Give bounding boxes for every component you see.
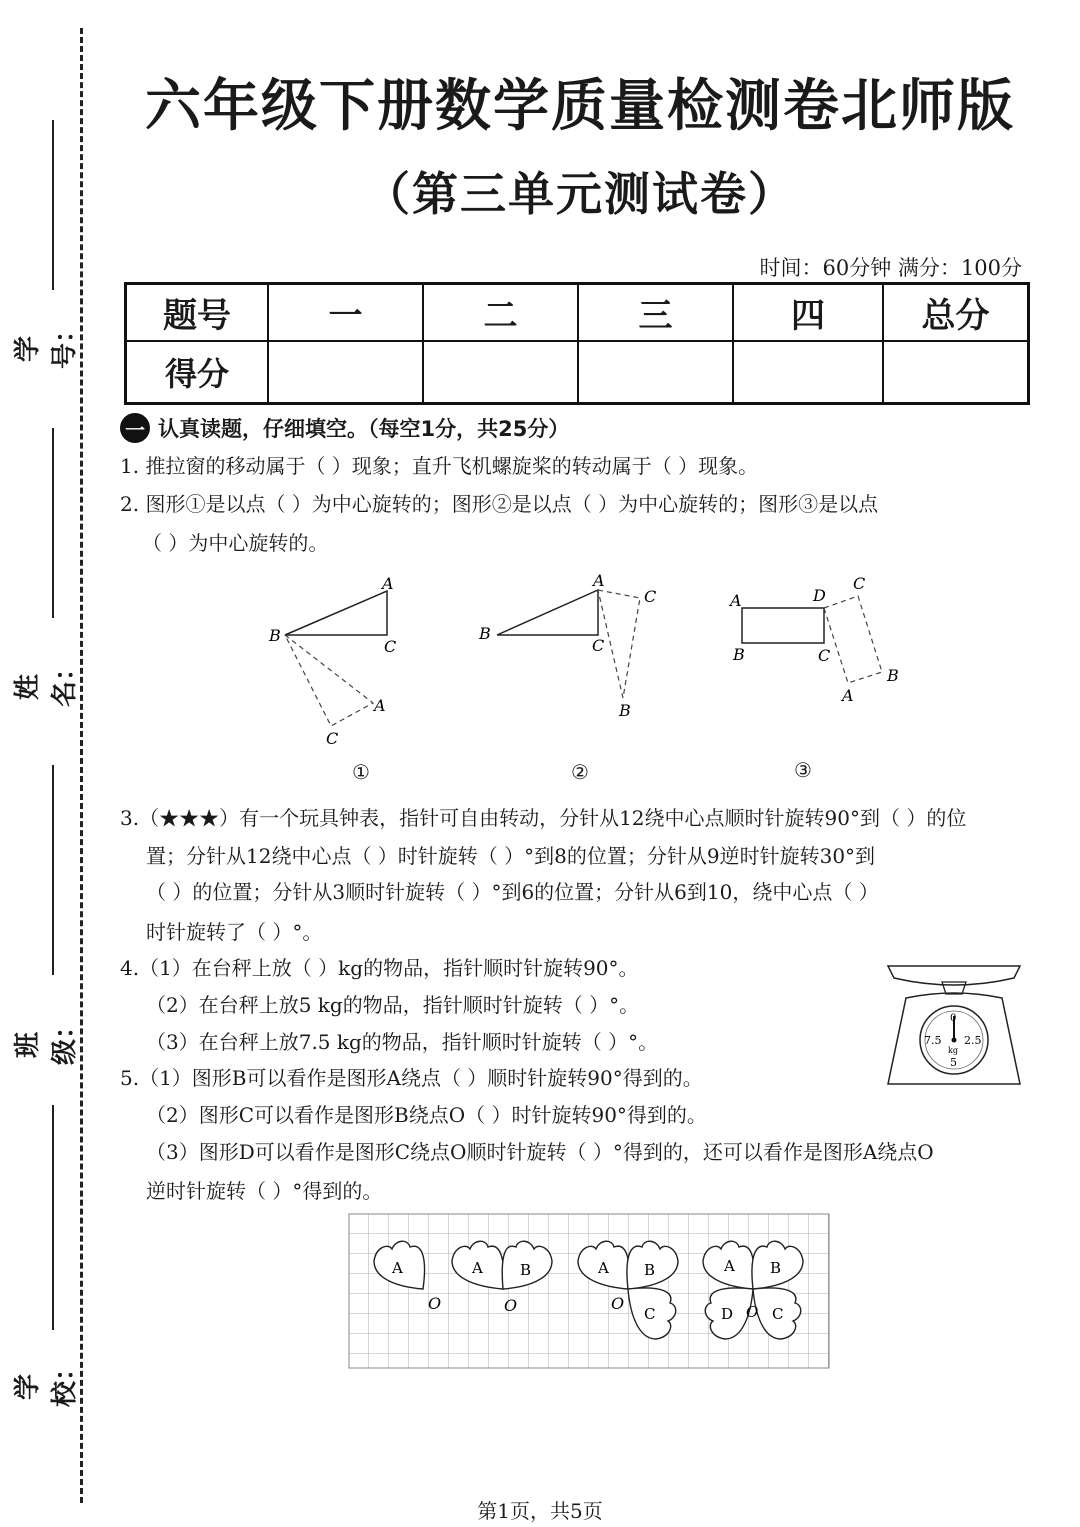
- grid-label-A4: A: [724, 1257, 735, 1275]
- fig3-label-B2: B: [887, 666, 899, 685]
- time-info: 时间：60分钟 满分：100分: [759, 256, 1022, 280]
- grid-label-O3: O: [611, 1294, 625, 1313]
- question-4-part-1: 4.（1）在台秤上放（ ）kg的物品，指针顺时针旋转90°。: [120, 956, 639, 980]
- question-2-line-1: 2. 图形①是以点（ ）为中心旋转的；图形②是以点（ ）为中心旋转的；图形③是以点: [120, 492, 879, 516]
- fig1-label-B: B: [269, 626, 281, 645]
- score-header-cell: 题号: [126, 284, 269, 341]
- grid-label-D4: D: [721, 1305, 734, 1323]
- fig3-label-A: A: [730, 591, 742, 610]
- fig1-label-A2: A: [374, 696, 386, 715]
- score-header-cell: 三: [578, 284, 733, 341]
- score-row-label: 得分: [126, 341, 269, 404]
- school-line[interactable]: [52, 1105, 54, 1330]
- figure-2-caption: ②: [571, 760, 589, 784]
- grid-label-O1: O: [428, 1294, 442, 1313]
- section-heading: [120, 413, 569, 443]
- scale-mark-7.5: 7.5: [924, 1034, 942, 1047]
- question-4-part-3: （3）在台秤上放7.5 kg的物品，指针顺时针旋转（ ）°。: [146, 1030, 659, 1054]
- score-cell[interactable]: [268, 341, 423, 404]
- petal-grid-figure: [348, 1213, 832, 1371]
- school-label: 学校：: [13, 1354, 80, 1407]
- grid-label-B3: B: [644, 1261, 656, 1279]
- binding-dashed-line: [80, 28, 83, 1503]
- name-line[interactable]: [52, 428, 54, 618]
- student-id-line[interactable]: [52, 120, 54, 290]
- fig1-label-C: C: [384, 637, 397, 656]
- fig3-label-C2: C: [818, 646, 831, 665]
- fig2-label-B: B: [479, 624, 491, 643]
- section-number-badge: 一: [120, 413, 150, 443]
- question-5-part-4: 逆时针旋转（ ）°得到的。: [146, 1179, 383, 1203]
- score-table: [124, 282, 1030, 405]
- student-id-label: 学号：: [13, 316, 80, 369]
- score-header-cell: 二: [423, 284, 578, 341]
- grid-label-C4: C: [772, 1305, 784, 1323]
- figure-3-caption: ③: [794, 758, 812, 782]
- page-number: 第1页，共5页: [477, 1499, 603, 1523]
- figure-1-caption: ①: [352, 760, 370, 784]
- fig3-label-A2: A: [842, 686, 854, 705]
- name-label: 姓名：: [13, 654, 80, 707]
- platform-scale: [882, 958, 1027, 1090]
- fig1-label-A: A: [382, 574, 394, 593]
- section-heading-text: 认真读题，仔细填空。（每空1分，共25分）: [158, 417, 570, 441]
- score-cell[interactable]: [883, 341, 1029, 404]
- grid-label-O2: O: [504, 1296, 518, 1315]
- grid-label-C3: C: [644, 1305, 656, 1323]
- rotation-figures: [260, 565, 940, 790]
- question-3-line-4: 时针旋转了（ ）°。: [146, 920, 323, 944]
- grid-label-A2: A: [472, 1259, 483, 1277]
- scale-mark-5: 5: [950, 1056, 957, 1069]
- fig2-label-C: C: [592, 636, 605, 655]
- score-header-cell: 总分: [883, 284, 1029, 341]
- question-3-line-1: 3.（★★★）有一个玩具钟表，指针可自由转动，分针从12绕中心点顺时针旋转90°到（ ）的位: [120, 806, 967, 830]
- figure-1: [268, 574, 396, 748]
- question-5-part-1: 5.（1）图形B可以看作是图形A绕点（ ）顺时针旋转90°得到的。: [120, 1066, 703, 1090]
- fig2-label-A: A: [593, 571, 605, 590]
- question-3-line-2: 置；分针从12绕中心点（ ）时针旋转（ ）°到8的位置；分针从9逆时针旋转30°到: [146, 844, 876, 868]
- question-2-line-2: （ ）为中心旋转的。: [142, 531, 329, 555]
- fig1-label-C2: C: [326, 729, 339, 748]
- grid-label-O4: O: [746, 1303, 759, 1321]
- figure-2: [478, 571, 656, 720]
- page-title: 六年级下册数学质量检测卷北师版: [145, 73, 1015, 139]
- fig3-label-C: C: [853, 574, 866, 593]
- scale-unit: kg: [948, 1046, 958, 1055]
- fig2-label-B2: B: [619, 701, 631, 720]
- grid-label-B4: B: [770, 1259, 782, 1277]
- page-subtitle: （第三单元测试卷）: [364, 167, 796, 221]
- grid-label-A3: A: [598, 1259, 609, 1277]
- score-cell[interactable]: [578, 341, 733, 404]
- question-1: 1. 推拉窗的移动属于（ ）现象；直升飞机螺旋桨的转动属于（ ）现象。: [120, 454, 759, 478]
- fig3-label-B: B: [733, 645, 745, 664]
- score-header-cell: 一: [268, 284, 423, 341]
- scale-mark-0: 0: [950, 1013, 957, 1024]
- score-header-cell: 四: [733, 284, 883, 341]
- question-5-part-2: （2）图形C可以看作是图形B绕点O（ ）时针旋转90°得到的。: [146, 1103, 707, 1127]
- question-5-part-3: （3）图形D可以看作是图形C绕点O顺时针旋转（ ）°得到的，还可以看作是图形A绕点O: [146, 1140, 934, 1164]
- grid-label-A1: A: [392, 1259, 403, 1277]
- grid-label-B2: B: [520, 1261, 532, 1279]
- class-line[interactable]: [52, 765, 54, 975]
- figure-3: [728, 574, 899, 705]
- fig2-label-C2: C: [644, 587, 657, 606]
- class-label: 班级：: [13, 1012, 80, 1065]
- scale-mark-2.5: 2.5: [964, 1034, 982, 1047]
- fig3-label-D: D: [813, 586, 826, 605]
- score-cell[interactable]: [733, 341, 883, 404]
- question-4-part-2: （2）在台秤上放5 kg的物品，指针顺时针旋转（ ）°。: [146, 993, 640, 1017]
- score-cell[interactable]: [423, 341, 578, 404]
- question-3-line-3: （ ）的位置；分针从3顺时针旋转（ ）°到6的位置；分针从6到10，绕中心点（ ）: [146, 880, 879, 904]
